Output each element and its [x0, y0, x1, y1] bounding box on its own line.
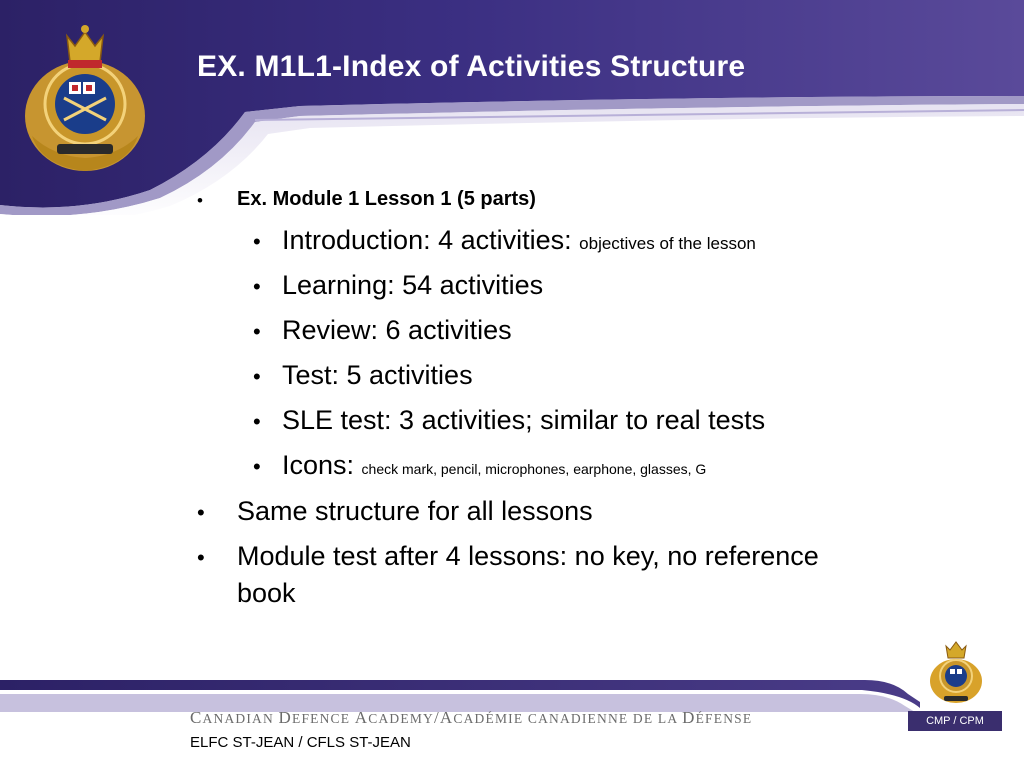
bullet-dot: •: [197, 545, 205, 570]
item-main-text: SLE test: 3 activities; similar to real tests: [282, 405, 766, 435]
bullet-module-line2: book: [237, 578, 296, 608]
bullet-dot: •: [253, 319, 261, 344]
bullet-same-text: Same structure for all lessons: [237, 496, 593, 526]
bullet-same-structure: [197, 496, 957, 532]
footer-academy-name: CANADIAN DEFENCE ACADEMY/ACADÉMIE CANADIENNE DE LA DÉFENSE: [190, 708, 753, 727]
footer-cmp-label: CMP / CPM: [908, 711, 1002, 731]
bullet-dot: •: [197, 191, 203, 210]
bullet-dot: •: [253, 364, 261, 389]
item-main-text: Icons:: [282, 450, 362, 480]
item-note-text: check mark, pencil, microphones, earphone, glasses, G: [361, 461, 707, 477]
bullet-dot: •: [253, 409, 261, 434]
bullet-dot: •: [253, 274, 261, 299]
slide-title: EX. M1L1-Index of Activities Structure: [197, 50, 746, 83]
bullet-lesson-text: Ex. Module 1 Lesson 1 (5 parts): [237, 188, 536, 210]
bullet-dot: •: [197, 500, 205, 525]
item-note-text: objectives of the lesson: [579, 234, 756, 253]
item-main-text: Learning: 54 activities: [282, 270, 544, 300]
bullet-module-line1: Module test after 4 lessons: no key, no reference: [237, 541, 819, 571]
item-main-text: Introduction: 4 activities:: [282, 225, 580, 255]
footer-elfc-label: ELFC ST-JEAN / CFLS ST-JEAN: [190, 734, 411, 751]
cfls-crest-small: [920, 636, 992, 706]
bullet-module-test: [197, 541, 957, 617]
item-main-text: Review: 6 activities: [282, 315, 512, 345]
item-main-text: Test: 5 activities: [282, 360, 473, 390]
footer-band: [0, 672, 1024, 712]
bullet-dot: •: [253, 229, 261, 254]
bullet-dot: •: [253, 454, 261, 479]
bullet-lesson: [197, 188, 957, 216]
